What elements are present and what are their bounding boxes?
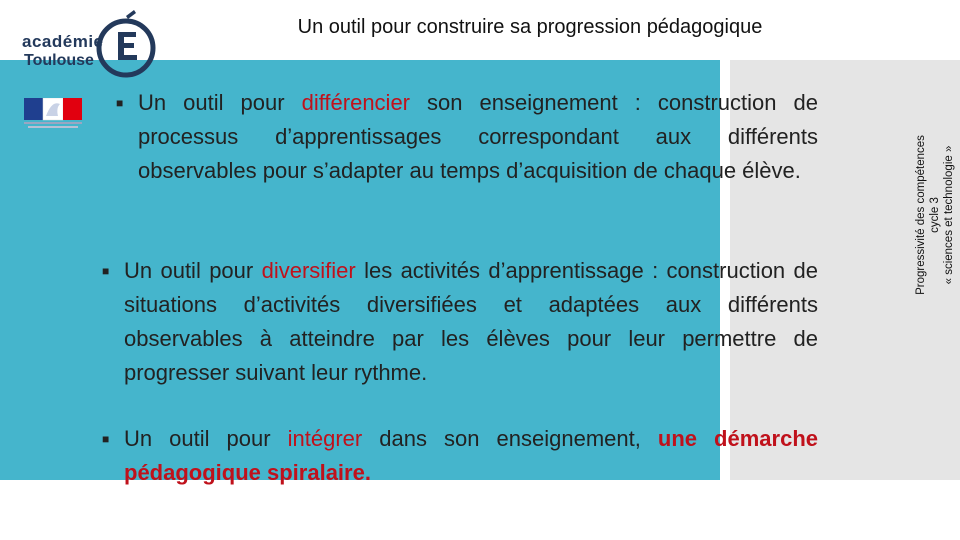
side-caption-line1: Progressivité des compétences — [915, 135, 927, 295]
academie-toulouse-logo — [14, 8, 174, 80]
bullet-prefix: Un outil pour — [124, 426, 288, 451]
bullet-marker-icon: ■ — [102, 432, 110, 446]
bullet-keyword: intégrer — [287, 426, 363, 451]
page-title: Un outil pour construire sa progression pédagogique — [297, 16, 763, 38]
side-caption-line3: « sciences et technologie » — [943, 145, 955, 285]
bullet-differencier — [116, 86, 818, 188]
bullet-text: les activités d’apprentissage : construction de situations d’activités diversifiées et adaptées aux différents observables à atteindre par les élèves pour leur permettre de progresser suivant leur rythme. — [124, 258, 818, 385]
bullet-highlight: une démarche pédagogique spiralaire. — [124, 426, 818, 485]
bullet-text: dans son enseignement, — [362, 426, 658, 451]
bullet-text: son enseignement : construction de processus d’apprentissages correspondant aux différents observables pour s’adapter au temps d’acquisition de chaque élève. — [138, 90, 818, 183]
bullet-keyword: diversifier — [261, 258, 356, 283]
bullet-diversifier — [102, 254, 818, 390]
side-caption — [915, 60, 955, 370]
bullet-keyword: différencier — [301, 90, 411, 115]
logo-line2: Toulouse — [24, 52, 94, 69]
logo-line1: académie — [22, 32, 104, 51]
bullet-prefix: Un outil pour — [138, 90, 302, 115]
logo-emblem-icon — [86, 8, 166, 80]
bullet-marker-icon: ■ — [116, 96, 124, 110]
bullet-integrer — [102, 422, 818, 490]
side-caption-line2: cycle 3 — [929, 197, 941, 233]
bullet-prefix: Un outil pour — [124, 258, 262, 283]
republique-francaise-logo — [24, 98, 82, 132]
bullet-marker-icon: ■ — [102, 264, 110, 278]
